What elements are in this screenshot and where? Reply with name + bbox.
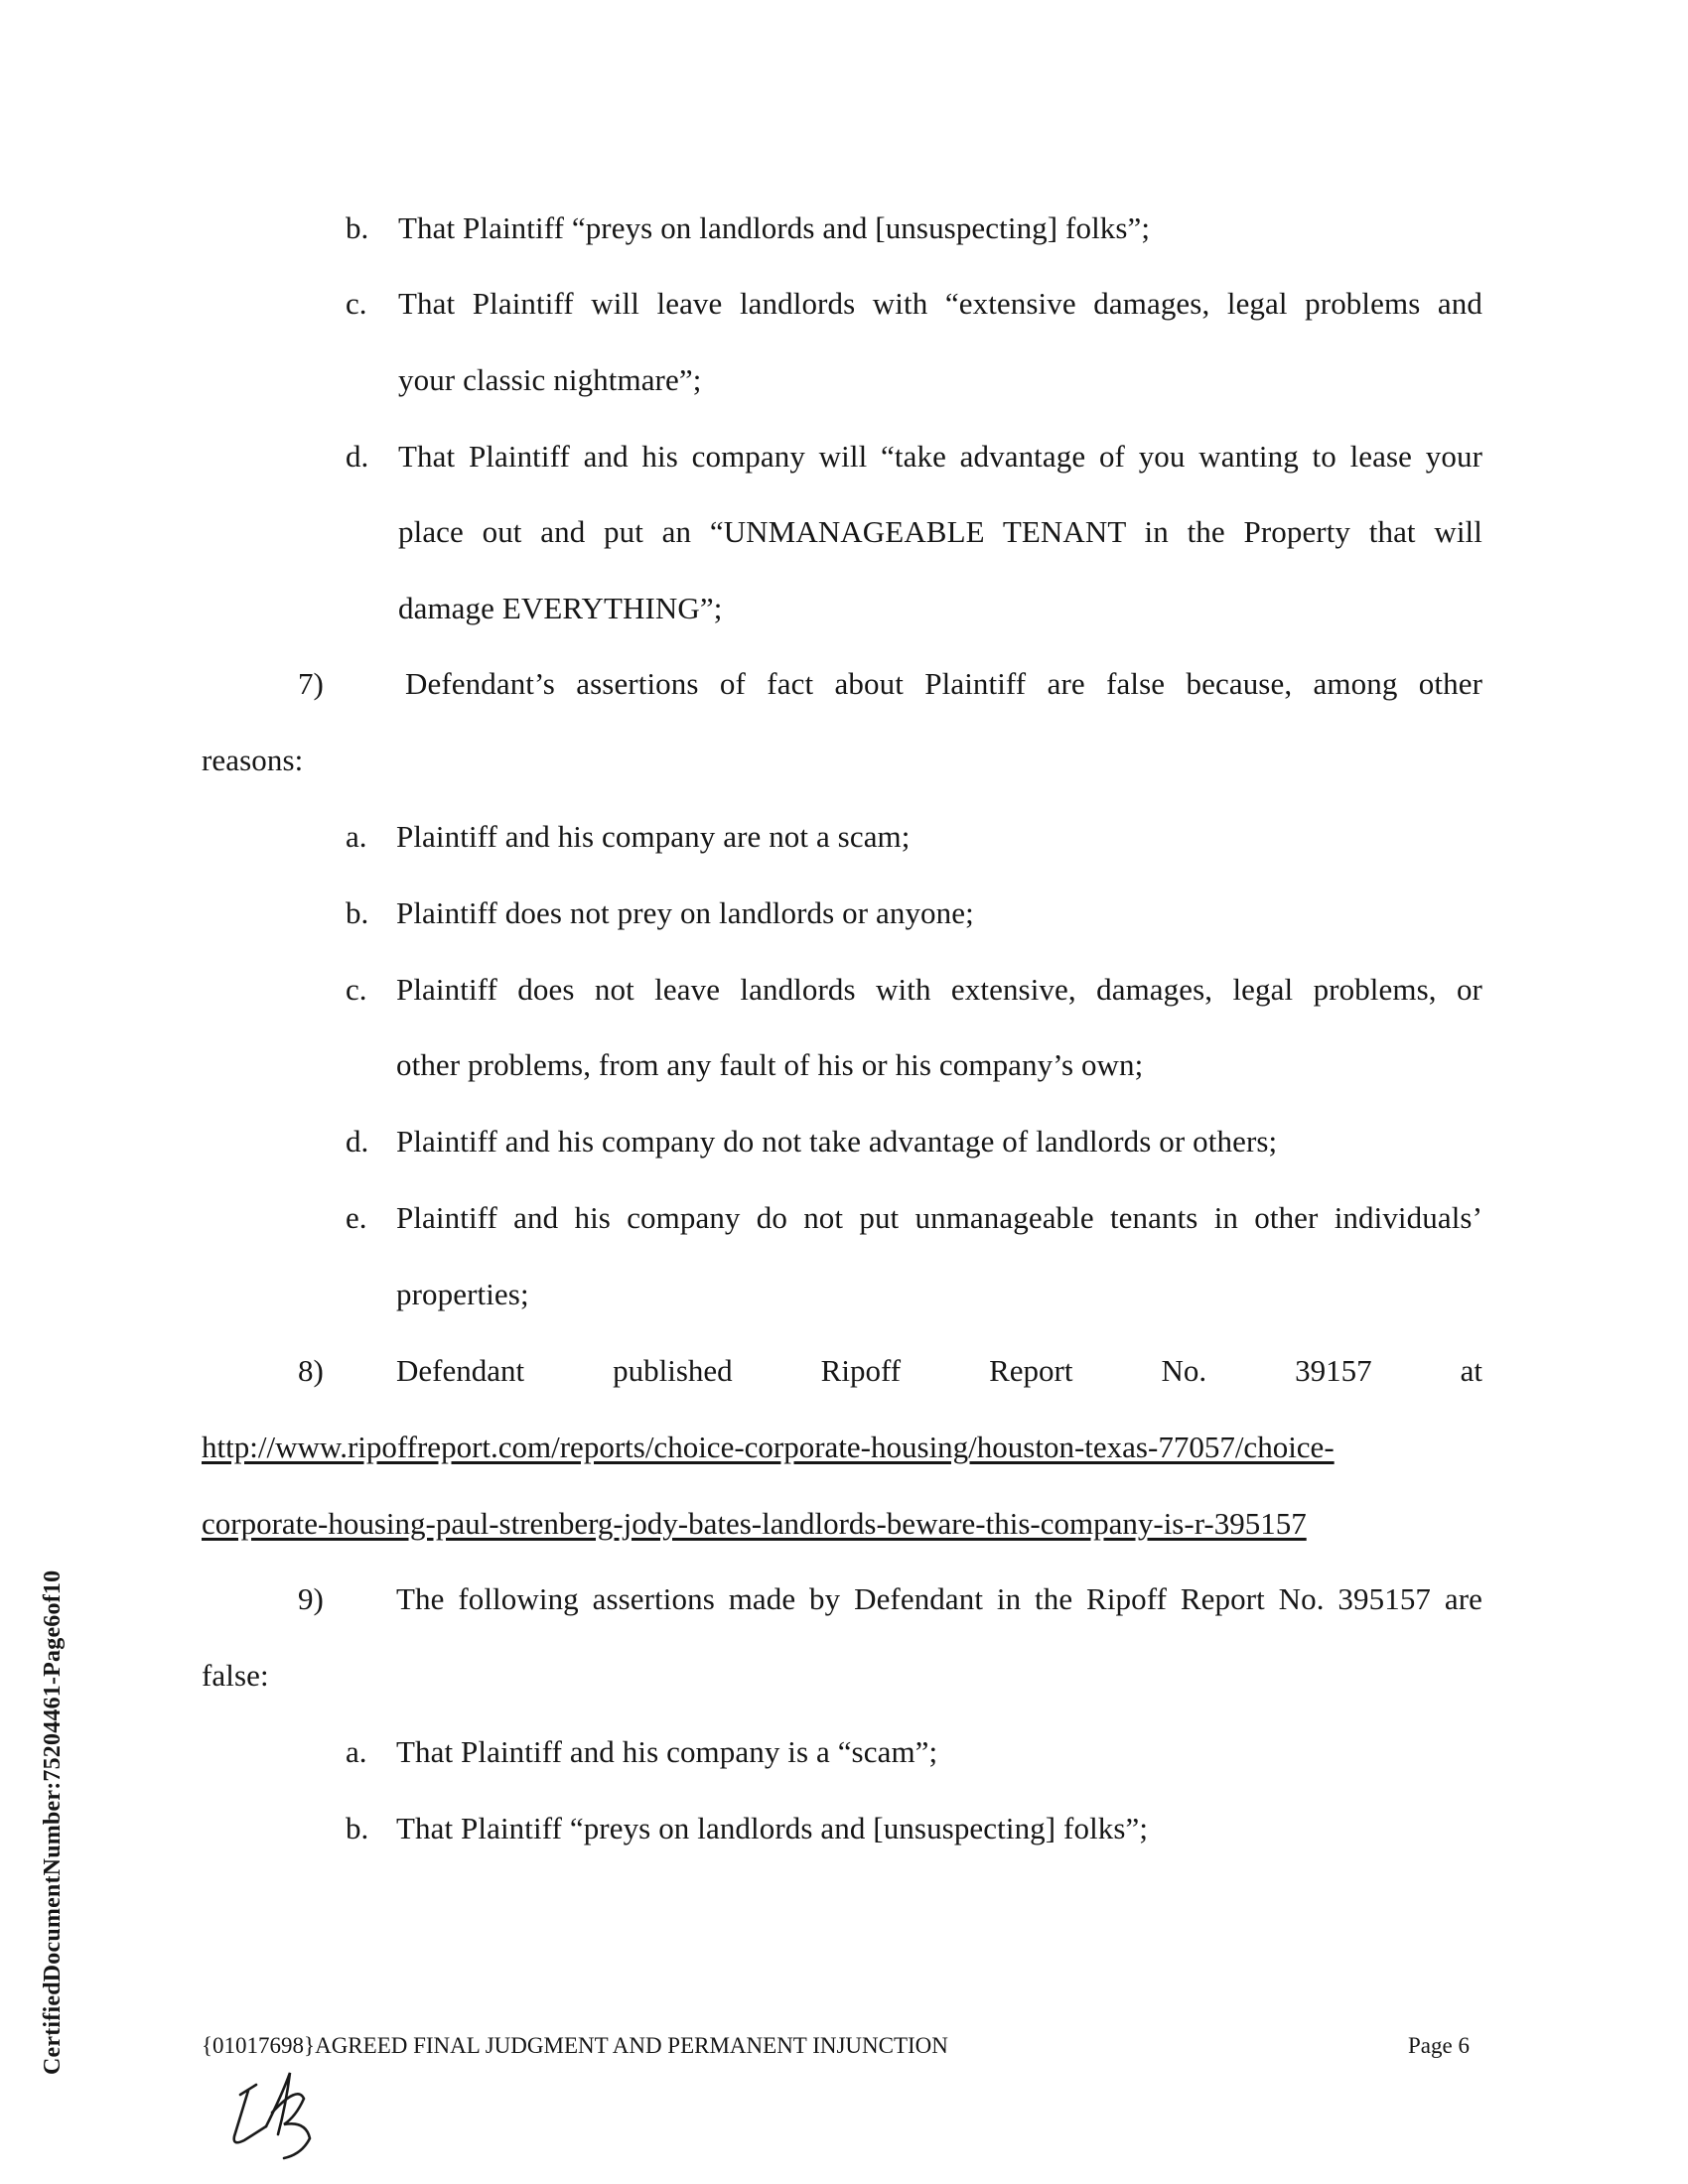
list-marker-b: b. xyxy=(346,1811,369,1845)
paragraph-8-word: published xyxy=(613,1353,733,1388)
list-marker-c: c. xyxy=(346,286,367,321)
list-item-text: properties; xyxy=(396,1277,529,1311)
list-marker-a: a. xyxy=(346,1734,367,1769)
list-marker-d: d. xyxy=(346,1124,369,1159)
paragraph-7-text: Defendant’s assertions of fact about Plaintiff are false because, among other xyxy=(405,666,1482,701)
list-item-text: Plaintiff and his company do not put unmanageable tenants in other individuals’ xyxy=(396,1200,1482,1235)
paragraph-9-text: false: xyxy=(202,1658,269,1693)
paragraph-8-word: Report xyxy=(989,1353,1073,1388)
list-item-text: damage EVERYTHING”; xyxy=(398,591,723,625)
list-item-text: That Plaintiff “preys on landlords and [unsuspecting] folks”; xyxy=(398,210,1151,245)
paragraph-number-8: 8) xyxy=(298,1353,324,1388)
list-item-text: That Plaintiff and his company is a “scam”; xyxy=(396,1734,938,1769)
list-marker-b: b. xyxy=(346,895,369,930)
paragraph-8-word: Ripoff xyxy=(820,1353,902,1388)
paragraph-7-text: reasons: xyxy=(202,743,304,777)
signature-initials-icon xyxy=(226,2055,336,2164)
list-item-text: other problems, from any fault of his or his company’s own; xyxy=(396,1047,1144,1082)
paragraph-8-word: at xyxy=(1460,1353,1482,1388)
list-item-text: Plaintiff does not prey on landlords or anyone; xyxy=(396,895,974,930)
list-item-text: That Plaintiff will leave landlords with “extensive damages, legal problems and xyxy=(398,286,1482,321)
paragraph-number-7: 7) xyxy=(298,666,324,701)
paragraph-8-word: Defendant xyxy=(396,1353,525,1388)
footer-document-title: {01017698}AGREED FINAL JUDGMENT AND PERMANENT INJUNCTION xyxy=(202,2033,948,2058)
list-marker-c: c. xyxy=(346,972,367,1007)
paragraph-9-text: The following assertions made by Defendant in the Ripoff Report No. 395157 are xyxy=(396,1581,1482,1616)
list-item-text: your classic nightmare”; xyxy=(398,362,702,397)
certification-sidebar: CertifiedDocumentNumber:75204461-Page6of10 xyxy=(40,1570,66,2075)
list-item-text: place out and put an “UNMANAGEABLE TENANT in the Property that will xyxy=(398,514,1482,549)
list-item-text: Plaintiff and his company are not a scam; xyxy=(396,819,911,854)
report-url-link[interactable]: http://www.ripoffreport.com/reports/choice-corporate-housing/houston-texas-77057/choice- xyxy=(202,1430,1335,1464)
list-item-text: That Plaintiff “preys on landlords and [unsuspecting] folks”; xyxy=(396,1811,1149,1845)
list-item-text: Plaintiff and his company do not take advantage of landlords or others; xyxy=(396,1124,1278,1159)
list-marker-e: e. xyxy=(346,1200,367,1235)
report-url-link[interactable]: corporate-housing-paul-strenberg-jody-bates-landlords-beware-this-company-is-r-395157 xyxy=(202,1506,1307,1541)
footer-page-number: Page 6 xyxy=(1408,2033,1470,2058)
paragraph-8-word: No. xyxy=(1161,1353,1207,1388)
paragraph-number-9: 9) xyxy=(298,1581,324,1616)
list-item-text: Plaintiff does not leave landlords with extensive, damages, legal problems, or xyxy=(396,972,1482,1007)
paragraph-8-word: 39157 xyxy=(1295,1353,1372,1388)
list-item-text: That Plaintiff and his company will “take advantage of you wanting to lease your xyxy=(398,439,1482,474)
paragraph-8-text xyxy=(396,1351,1482,1391)
list-marker-d: d. xyxy=(346,439,369,474)
list-marker-b: b. xyxy=(346,210,369,245)
list-marker-a: a. xyxy=(346,819,367,854)
